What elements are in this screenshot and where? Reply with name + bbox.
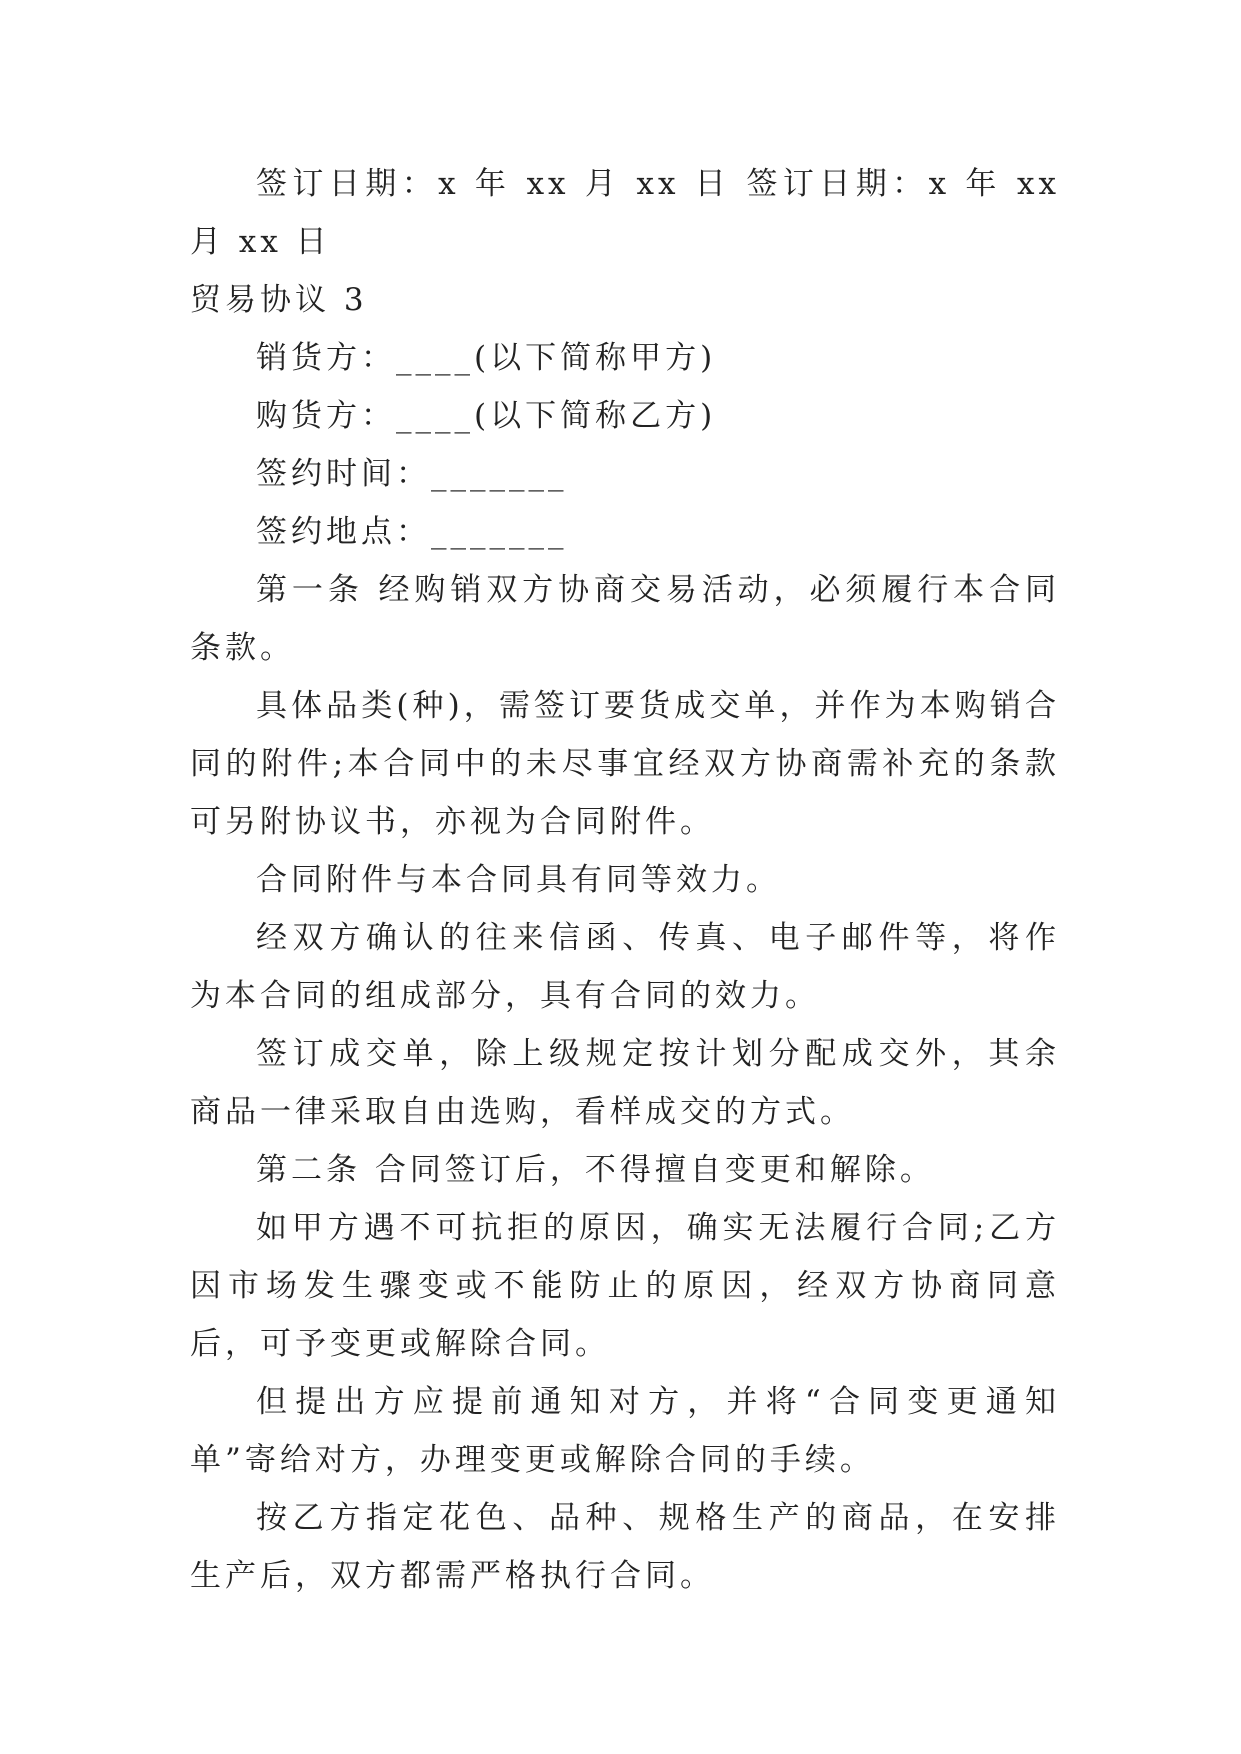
paragraph-change-notice: 但提出方应提前通知对方，并将“合同变更通知单”寄给对方，办理变更或解除合同的手续。 (190, 1384, 1060, 1478)
paragraph-order-form: 签订成交单，除上级规定按计划分配成交外，其余商品一律采取自由选购，看样成交的方式。 (190, 1036, 1060, 1130)
seller-line: 销货方：____(以下简称甲方) (256, 340, 717, 376)
signing-place-line: 签约地点：_______ (256, 514, 568, 550)
paragraph-custom-production: 按乙方指定花色、品种、规格生产的商品，在安排生产后，双方都需严格执行合同。 (190, 1500, 1060, 1594)
paragraph-correspondence: 经双方确认的往来信函、传真、电子邮件等，将作为本合同的组成部分，具有合同的效力。 (190, 920, 1060, 1014)
paragraph-equal-effect: 合同附件与本合同具有同等效力。 (256, 862, 781, 898)
article-one-paragraph: 第一条 经购销双方协商交易活动，必须履行本合同条款。 (190, 572, 1060, 666)
signing-time-line: 签约时间：_______ (256, 456, 568, 492)
paragraph-attachments: 具体品类(种)，需签订要货成交单，并作为本购销合同的附件;本合同中的未尽事宜经双方协商需补充的条款可另附协议书，亦视为合同附件。 (190, 688, 1060, 840)
paragraph-force-majeure: 如甲方遇不可抗拒的原因，确实无法履行合同;乙方因市场发生骤变或不能防止的原因，经双方协商同意后，可予变更或解除合同。 (190, 1210, 1060, 1362)
agreement-title: 贸易协议 3 (190, 282, 368, 318)
buyer-line: 购货方：____(以下简称乙方) (256, 398, 717, 434)
document-body (190, 155, 1060, 1605)
signing-date-line: 签订日期：x 年 xx 月 xx 日 签订日期：x 年 xx 月 xx 日 (190, 166, 1060, 260)
article-two-paragraph: 第二条 合同签订后，不得擅自变更和解除。 (256, 1152, 935, 1188)
